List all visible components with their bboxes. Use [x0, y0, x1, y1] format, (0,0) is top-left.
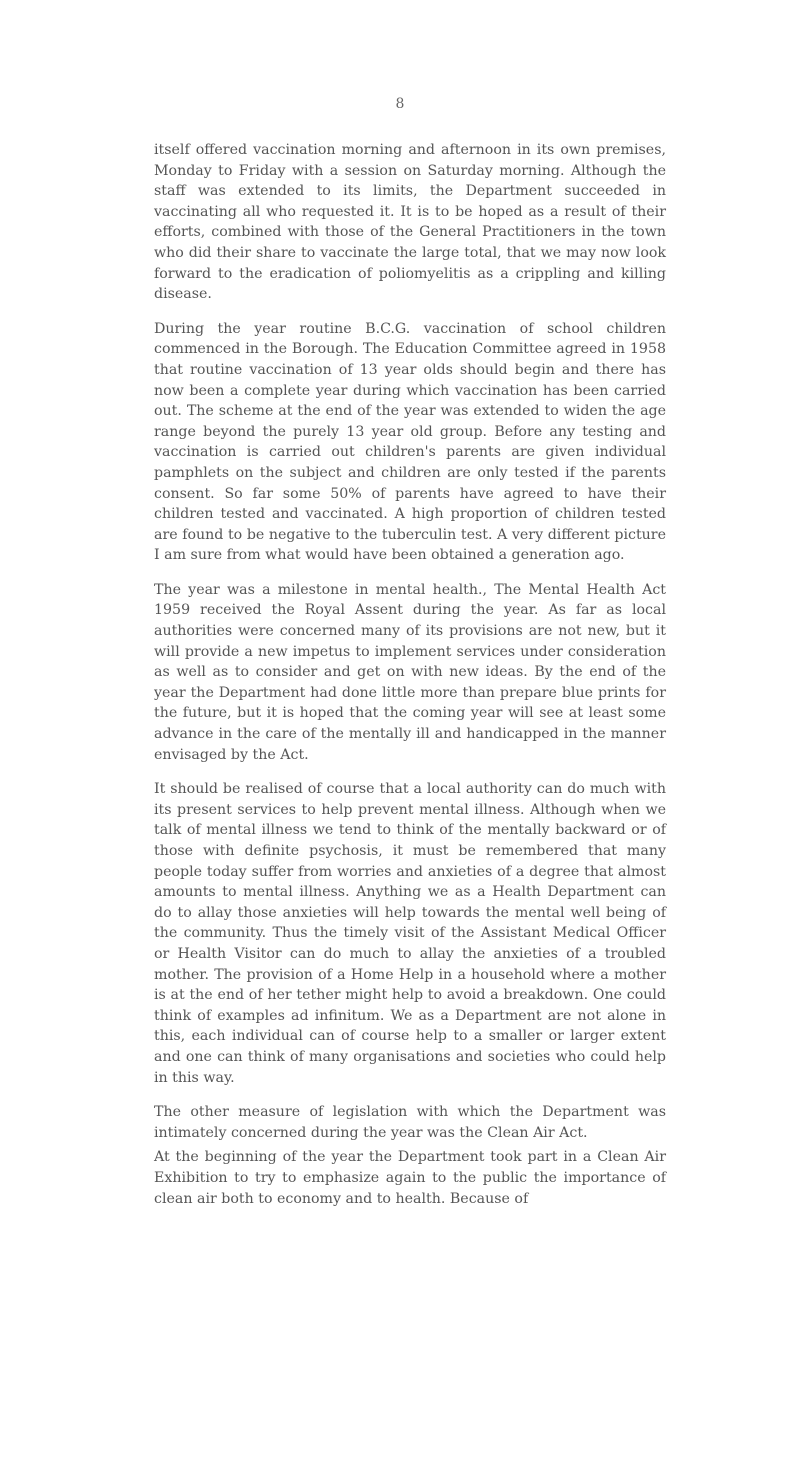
- paragraph-mental-health-act: The year was a milestone in mental health., The Mental Health Act 1959 received the Royal Assent during the year. As far as local authorities were concerned many of its provisions are not new, but it will provide a new impetus to implement services under consideration as well as to consider and get on with new ideas. By the end of the year the Department had done little more than prepare blue prints for the future, but it is hoped that the coming year will see at least some advance in the care of the mentally ill and handicapped in the manner envisaged by the Act.: [154, 581, 666, 763]
- paragraph-clean-air-exhibition: At the beginning of the year the Department took part in a Clean Air Exhibition to try to emphasize again to the public the importance of clean air both to economy and to health. Because of: [154, 1149, 666, 1207]
- paragraph-mental-illness: It should be realised of course that a local authority can do much with its present services to help prevent mental illness. Although when we talk of mental illness we tend to think of the mentally backward or of those with definite psychosis, it must be remembered that many people today suffer from worries and anxieties of a degree that almost amounts to mental illness. Anything we as a Health Department can do to allay those anxieties will help towards the mental well being of the community. Thus the timely visit of the Assistant Medical Officer or Health Visitor can do much to allay the anxieties of a troubled mother. The provision of a Home Help in a household where a mother is at the end of her tether might help to avoid a breakdown. One could think of examples ad infinitum. We as a Department are not alone in this, each individual can of course help to a smaller or larger extent and one can think of many organisations and societies who could help in this way.: [154, 781, 666, 1086]
- paragraph-vaccination: itself offered vaccination morning and afternoon in its own premises, Monday to Friday with a session on Saturday morning. Although the staff was extended to its limits, the Department succeeded in vaccinating all who requested it. It is to be hoped as a result of their efforts, combined with those of the General Practitioners in the town who did their share to vaccinate the large total, that we may now look forward to the eradication of poliomyelitis as a crippling and killing disease.: [154, 142, 666, 303]
- page-number: 8: [395, 96, 405, 112]
- paragraph-bcg: During the year routine B.C.G. vaccination of school children commenced in the Borough. The Education Committee agreed in 1958 that routine vaccination of 13 year olds should begin and there has now been a complete year during which vaccination has been carried out. The scheme at the end of the year was extended to widen the age range beyond the purely 13 year old group. Before any testing and vaccination is carried out children's parents are given individual pamphlets on the subject and children are only tested if the parents consent. So far some 50% of parents have agreed to have their children tested and vaccinated. A high proportion of children tested are found to be negative to the tuberculin test. A very different picture I am sure from what would have been obtained a generation ago.: [154, 320, 666, 564]
- paragraph-clean-air-act: The other measure of legislation with which the Department was intimately concerned during the year was the Clean Air Act.: [154, 1104, 666, 1141]
- body-text: [154, 140, 666, 1209]
